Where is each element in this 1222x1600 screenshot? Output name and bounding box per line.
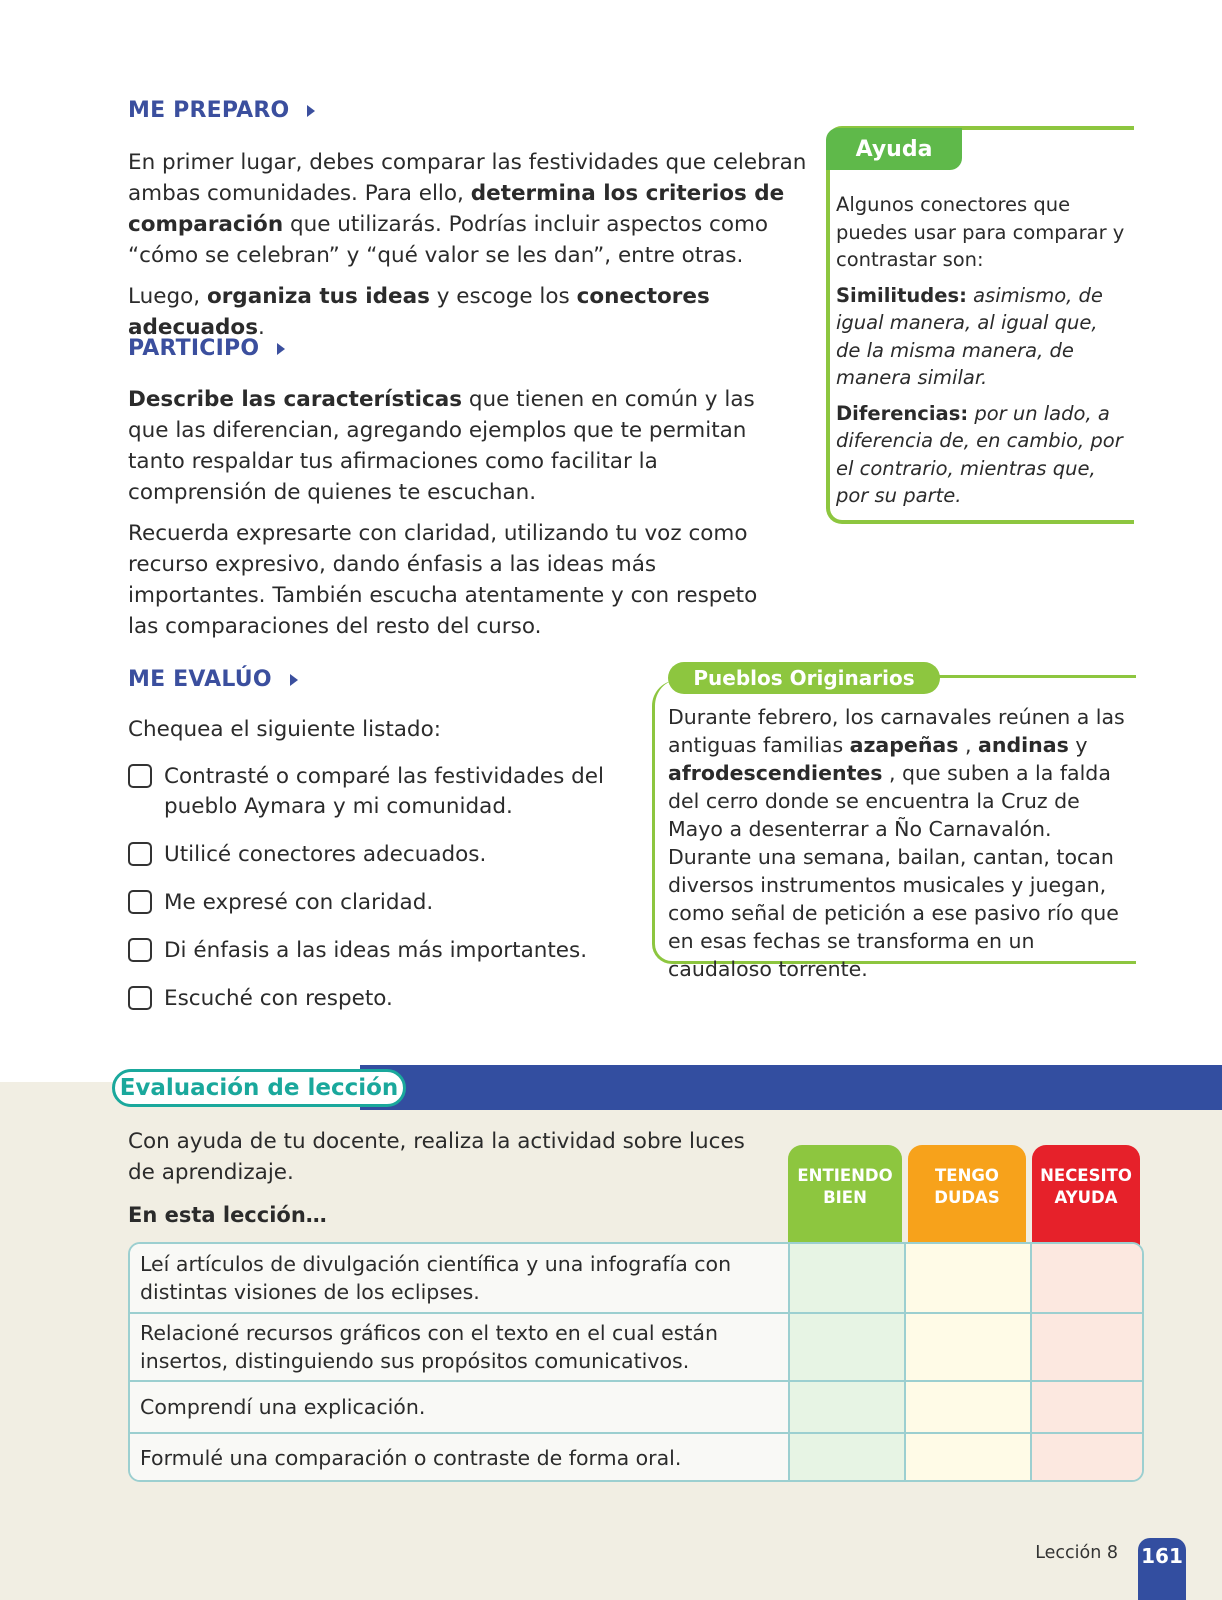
participo-text xyxy=(128,384,788,652)
checkbox[interactable] xyxy=(128,764,152,788)
evaluation-subhead: En esta lección… xyxy=(128,1203,327,1227)
pueblos-content: Durante febrero, los carnavales reúnen a las antiguas familias azapeñas , andinas y afrodescendientes , que suben a la falda del cerro donde se encuentra la Cruz de Mayo a desenterrar a Ño Carnavalón. Durante una semana, bailan, cantan, tocan diversos instrumentos musicales y juegan, como señal de petición a ese pasivo río que en esas fechas se transforma en un caudaloso torrente. xyxy=(668,705,1125,981)
checkbox[interactable] xyxy=(128,890,152,914)
cell-tengo-dudas[interactable] xyxy=(904,1244,1030,1312)
me-evaluo-intro: Chequea el siguiente listado: xyxy=(128,717,441,742)
checklist-item xyxy=(128,840,628,870)
me-preparo-heading xyxy=(128,98,315,123)
checklist-item xyxy=(128,762,628,822)
ayuda-similitudes: Similitudes: asimismo, de igual manera, al igual que, de la misma manera, de manera similar. xyxy=(836,283,1103,389)
checklist-item-label: Escuché con respeto. xyxy=(164,986,393,1011)
evaluation-intro: Con ayuda de tu docente, realiza la actividad sobre luces de aprendizaje. xyxy=(128,1129,745,1185)
evaluation-table xyxy=(128,1242,1144,1482)
cell-tengo-dudas[interactable] xyxy=(904,1434,1030,1482)
checkbox[interactable] xyxy=(128,842,152,866)
table-row xyxy=(130,1432,1142,1482)
ayuda-content xyxy=(836,191,1128,518)
me-preparo-text xyxy=(128,147,808,353)
table-row-text: Leí artículos de divulgación científica y una infografía con distintas visiones de los eclipses. xyxy=(130,1244,788,1312)
cell-entiendo-bien[interactable] xyxy=(788,1314,904,1380)
participo-heading xyxy=(128,336,285,361)
triangle-right-icon xyxy=(290,674,298,686)
pueblos-title: Pueblos Originarios xyxy=(668,662,940,694)
pueblos-top-line xyxy=(930,675,1136,678)
cell-entiendo-bien[interactable] xyxy=(788,1434,904,1482)
cell-necesito-ayuda[interactable] xyxy=(1030,1314,1142,1380)
cell-necesito-ayuda[interactable] xyxy=(1030,1382,1142,1432)
cell-necesito-ayuda[interactable] xyxy=(1030,1244,1142,1312)
checklist-item-label: Contrasté o comparé las festividades del pueblo Aymara y mi comunidad. xyxy=(164,764,604,819)
participo-heading-text: PARTICIPO xyxy=(128,336,260,361)
lesson-label: Lección 8 xyxy=(1035,1543,1118,1563)
table-row xyxy=(130,1312,1142,1380)
checklist xyxy=(128,762,628,1014)
evaluation-title: Evaluación de lección xyxy=(112,1069,406,1107)
table-row xyxy=(130,1380,1142,1432)
participo-paragraph-1: Describe las características que tienen en común y las que las diferencian, agregando ejemplos que te permitan tanto respaldar tus afirmaciones como facilitar la comprensión de quienes te escuchan. xyxy=(128,387,755,505)
triangle-right-icon xyxy=(277,343,285,355)
table-row-text: Comprendí una explicación. xyxy=(130,1382,788,1432)
checklist-item-label: Di énfasis a las ideas más importantes. xyxy=(164,938,588,963)
checklist-item xyxy=(128,888,628,918)
page-number: 161 xyxy=(1138,1538,1186,1600)
checkbox[interactable] xyxy=(128,938,152,962)
ayuda-title: Ayuda xyxy=(826,128,962,170)
column-tengo-dudas: TENGO DUDAS xyxy=(908,1145,1026,1245)
cell-entiendo-bien[interactable] xyxy=(788,1244,904,1312)
evaluation-bar xyxy=(360,1065,1222,1110)
me-preparo-paragraph-1: En primer lugar, debes comparar las festividades que celebran ambas comunidades. Para ello, determina los criterios de comparación que utilizarás. Podrías incluir aspectos como “cómo se celebran” y “qué valor se les dan”, entre otras. xyxy=(128,150,807,268)
table-row-text: Relacioné recursos gráficos con el texto en el cual están insertos, distinguiendo sus propósitos comunicativos. xyxy=(130,1314,788,1380)
table-row-text: Formulé una comparación o contraste de forma oral. xyxy=(130,1434,788,1482)
checklist-item xyxy=(128,936,628,966)
column-entiendo-bien: ENTIENDO BIEN xyxy=(788,1145,902,1245)
me-preparo-paragraph-2: Luego, organiza tus ideas y escoge los conectores adecuados. xyxy=(128,284,710,340)
cell-necesito-ayuda[interactable] xyxy=(1030,1434,1142,1482)
ayuda-intro: Algunos conectores que puedes usar para comparar y contrastar son: xyxy=(836,193,1125,271)
cell-tengo-dudas[interactable] xyxy=(904,1382,1030,1432)
checkbox[interactable] xyxy=(128,986,152,1010)
triangle-right-icon xyxy=(307,105,315,117)
cell-tengo-dudas[interactable] xyxy=(904,1314,1030,1380)
me-evaluo-heading-text: ME EVALÚO xyxy=(128,667,272,692)
table-row xyxy=(130,1244,1142,1312)
column-necesito-ayuda: NECESITO AYUDA xyxy=(1032,1145,1140,1245)
me-preparo-heading-text: ME PREPARO xyxy=(128,98,290,123)
me-evaluo-heading xyxy=(128,667,298,692)
checklist-item xyxy=(128,984,628,1014)
participo-paragraph-2: Recuerda expresarte con claridad, utilizando tu voz como recurso expresivo, dando énfasis a las ideas más importantes. También escucha atentamente y con respeto las comparaciones del resto del curso. xyxy=(128,521,758,639)
checklist-item-label: Me expresé con claridad. xyxy=(164,890,434,915)
cell-entiendo-bien[interactable] xyxy=(788,1382,904,1432)
checklist-item-label: Utilicé conectores adecuados. xyxy=(164,842,487,867)
ayuda-diferencias: Diferencias: por un lado, a diferencia de, en cambio, por el contrario, mientras que, por su parte. xyxy=(836,401,1123,507)
